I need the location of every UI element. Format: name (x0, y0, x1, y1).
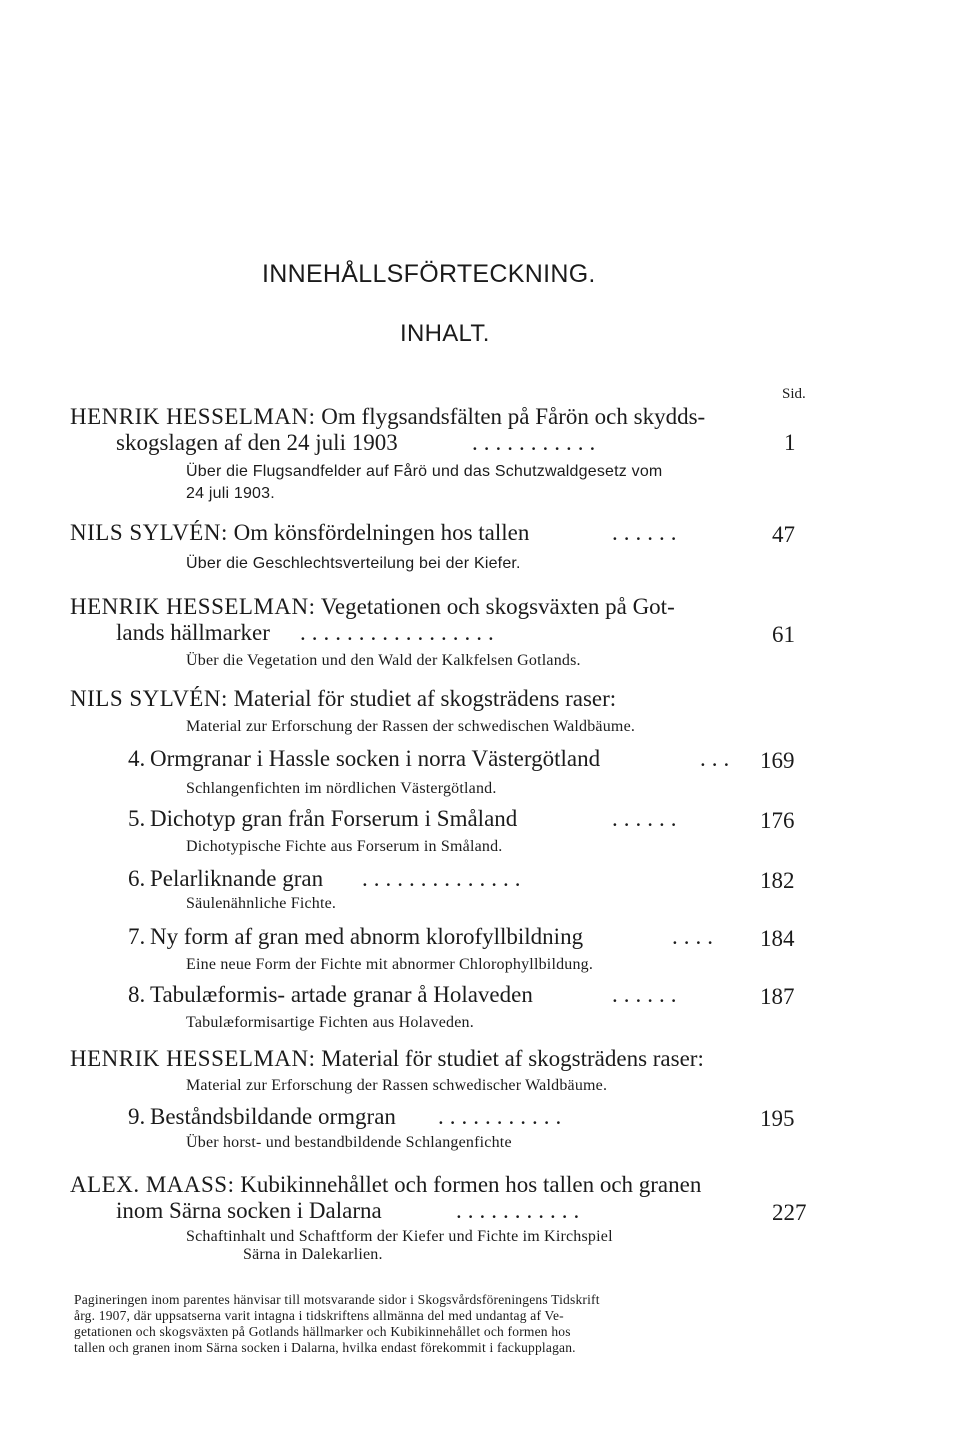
german-translation: Über die Geschlechtsverteilung bei der Kiefer. (186, 555, 521, 572)
item-number: 9. (128, 1104, 146, 1129)
item-number: 7. (128, 924, 146, 949)
footnote-line: tallen och granen inom Särna socken i Dalarna, hvilka endast förekommit i fackupplagan. (74, 1340, 576, 1355)
toc-entry-title (70, 1046, 704, 1072)
item-number: 8. (128, 982, 146, 1007)
german-translation: Material zur Erforschung der Rassen der schwedischen Waldbäume. (186, 718, 636, 735)
page-number: 1 (784, 430, 796, 455)
entry-title-line: Vegetationen och skogsväxten på Got- (320, 594, 675, 619)
german-translation: Dichotypische Fichte aus Forserum in Småland. (186, 838, 503, 855)
item-title: Pelarliknande gran (150, 866, 324, 891)
leader-dots: .............. (362, 866, 527, 891)
entry-title-line: Material för studiet af skogsträdens raser: (321, 1046, 704, 1071)
leader-dots: ...... (612, 806, 683, 831)
item-title: Tabulæformis- artade granar å Holaveden (150, 982, 533, 1007)
german-translation: 24 juli 1903. (186, 485, 275, 502)
german-translation: Schlangenfichten im nördlichen Västergötland. (186, 780, 497, 797)
author-name: ALEX. MAASS: (70, 1172, 235, 1197)
leader-dots: .... (672, 924, 719, 949)
author-name: NILS SYLVÉN: (70, 520, 228, 545)
leader-dots: ........... (472, 430, 602, 455)
entry-title-line: Material för studiet af skogsträdens raser: (233, 686, 617, 711)
author-name: HENRIK HESSELMAN: (70, 404, 316, 429)
footnote-line: årg. 1907, där uppsatserna varit intagna i tidskriftens allmänna del med undantag af Ve- (74, 1308, 564, 1323)
author-name: HENRIK HESSELMAN: (70, 594, 316, 619)
page-number: 169 (760, 748, 795, 773)
page-number: 47 (772, 522, 795, 547)
author-name: NILS SYLVÉN: (70, 686, 228, 711)
page-number: 61 (772, 622, 795, 647)
german-translation: Über horst- und bestandbildende Schlangenfichte (186, 1134, 512, 1151)
page-number: 227 (772, 1200, 807, 1225)
german-translation: Schaftinhalt und Schaftform der Kiefer und Fichte im Kirchspiel (186, 1228, 613, 1245)
leader-dots: ...... (612, 982, 683, 1007)
leader-dots: ........... (456, 1198, 586, 1223)
page-number: 182 (760, 868, 795, 893)
german-translation: Eine neue Form der Fichte mit abnormer Chlorophyllbildung. (186, 956, 594, 973)
page-number: 187 (760, 984, 795, 1009)
german-translation: Särna in Dalekarlien. (243, 1246, 383, 1263)
entry-title-line: Om flygsandsfälten på Fårön och skydds- (321, 404, 706, 429)
page-subtitle: INHALT. (400, 320, 490, 347)
entry-title-line: inom Särna socken i Dalarna (116, 1198, 382, 1223)
page-number: 195 (760, 1106, 795, 1131)
page-number: 184 (760, 926, 795, 951)
german-translation: Säulenähnliche Fichte. (186, 895, 337, 912)
toc-entry-title (70, 520, 529, 546)
item-number: 5. (128, 806, 146, 831)
german-translation: Über die Vegetation und den Wald der Kalkfelsen Gotlands. (186, 652, 581, 669)
german-translation: Tabulæformisartige Fichten aus Holaveden. (186, 1014, 474, 1031)
footnote-line: getationen och skogsväxten på Gotlands hällmarker och Kubikinnehållet och formen hos (74, 1324, 571, 1339)
author-name: HENRIK HESSELMAN: (70, 1046, 316, 1071)
entry-title-line: lands hällmarker (116, 620, 270, 645)
german-translation: Material zur Erforschung der Rassen schwedischer Waldbäume. (186, 1077, 608, 1094)
leader-dots: ... (700, 746, 736, 771)
toc-entry-title (70, 1172, 701, 1198)
leader-dots: ........... (438, 1104, 568, 1129)
entry-title-line: Kubikinnehållet och formen hos tallen och granen (240, 1172, 702, 1197)
german-translation: Über die Flugsandfelder auf Fårö und das Schutzwaldgesetz vom (186, 463, 663, 480)
page-title: INNEHÅLLSFÖRTECKNING. (262, 260, 596, 288)
toc-entry-title (70, 686, 616, 712)
entry-title-line: Om könsfördelningen hos tallen (233, 520, 530, 545)
page-column-label: Sid. (782, 386, 806, 402)
item-title: Dichotyp gran från Forserum i Småland (150, 806, 518, 831)
footnote-line: Pagineringen inom parentes hänvisar till motsvarande sidor i Skogsvårdsföreningens Tidskrift (74, 1292, 600, 1307)
item-number: 6. (128, 866, 146, 891)
page-number: 176 (760, 808, 795, 833)
item-title: Ormgranar i Hassle socken i norra Västergötland (150, 746, 601, 771)
leader-dots: ................. (300, 620, 500, 645)
item-number: 4. (128, 746, 146, 771)
entry-title-line: skogslagen af den 24 juli 1903 (116, 430, 398, 455)
item-title: Ny form af gran med abnorm klorofyllbildning (150, 924, 584, 949)
toc-entry-title (70, 594, 675, 620)
item-title: Beståndsbildande ormgran (150, 1104, 396, 1129)
leader-dots: ...... (612, 520, 683, 545)
toc-entry-title (70, 404, 705, 430)
